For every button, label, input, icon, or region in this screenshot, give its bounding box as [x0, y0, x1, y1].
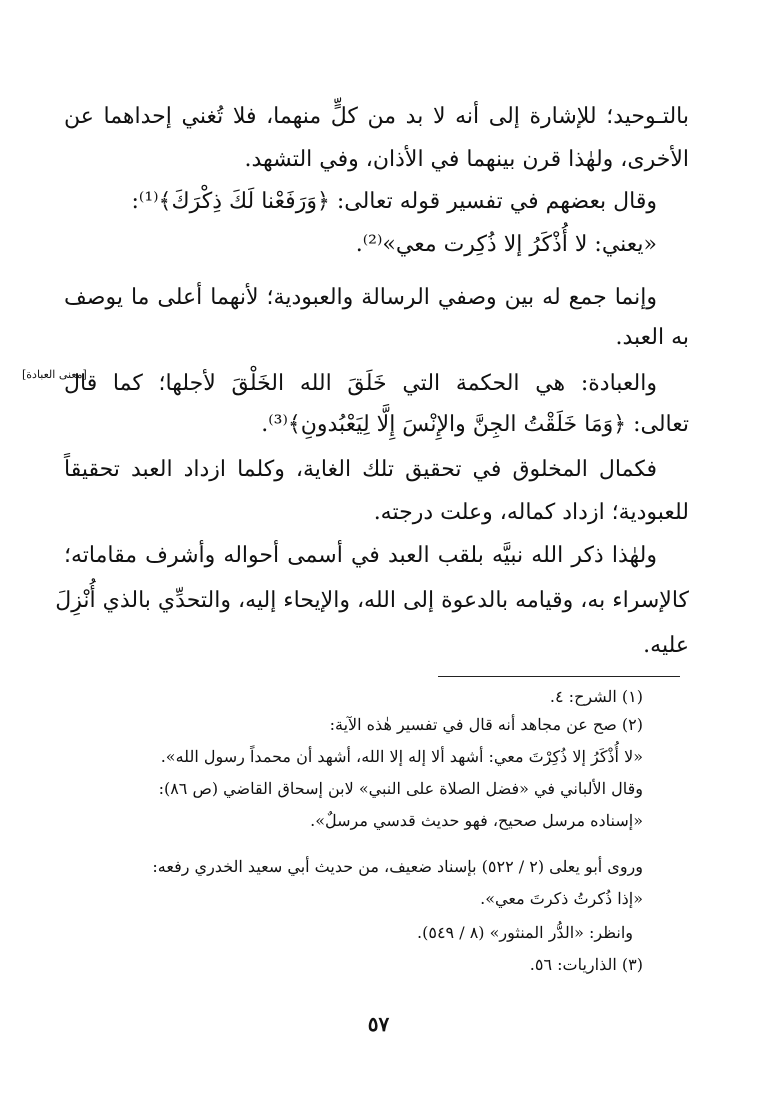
footnote-divider [438, 676, 680, 677]
footnote-line-2: (٢) صح عن مجاهد أنه قال في تفسير هٰذه الآية: [329, 715, 643, 734]
margin-note: [معنى العبادة] [22, 368, 87, 381]
footnote-line-6: وروى أبو يعلى (٢ / ٥٢٢) بإسناد ضعيف، من حديث أبي سعيد الخدري رفعه: [152, 857, 643, 876]
footnote-line-3: «لا أُذْكَرُ إلا ذُكِرْتَ معي: أشهد ألا إله إلا الله، أشهد أن محمداً رسول الله». [160, 747, 643, 766]
body-line-5: وإنما جمع له بين وصفي الرسالة والعبودية؛ لأنهما أعلى ما يوصف [64, 285, 657, 310]
page-number: ٥٧ [367, 1012, 390, 1036]
body-line-12: كالإسراء به، وقيامه بالدعوة إلى الله، والإيحاء إليه، والتحدِّي بالذي أُنْزِلَ [55, 588, 689, 613]
body-line-10: للعبودية؛ ازداد كماله، وعلت درجته. [373, 500, 689, 525]
footnote-line-9: (٣) الذاريات: ٥٦. [529, 955, 643, 974]
body-line-4: «يعني: لا أُذْكَرُ إلا ذُكِرت معي»⁽²⁾. [355, 232, 657, 257]
body-line-8: تعالى: ﴿وَمَا خَلَقْتُ الجِنَّ والإِنْسَ إِلَّا لِيَعْبُدونِ﴾⁽³⁾. [261, 412, 689, 437]
footnote-line-5: «إسناده مرسل صحيح، فهو حديث قدسي مرسلٌ». [310, 811, 643, 830]
footnote-line-1: (١) الشرح: ٤. [549, 687, 643, 706]
body-line-2: الأخرى، ولهٰذا قرن بينهما في الأذان، وفي التشهد. [244, 147, 689, 172]
body-line-9: فكمال المخلوق في تحقيق تلك الغاية، وكلما ازداد العبد تحقيقاً [64, 457, 657, 482]
body-line-1: بالتـوحيد؛ للإشارة إلى أنه لا بد من كلٍّ منهما، فلا تُغني إحداهما عن [64, 104, 689, 129]
footnote-line-7: «إذا ذُكرتُ ذكرتَ معي». [480, 889, 643, 908]
body-line-3: وقال بعضهم في تفسير قوله تعالى: ﴿وَرَفَعْنا لَكَ ذِكْرَكَ﴾⁽¹⁾: [131, 189, 657, 214]
body-line-7: والعبادة: هي الحكمة التي خَلَقَ الله الخَلْقَ لأجلها؛ كما قال [64, 371, 657, 396]
footnote-line-4: وقال الألباني في «فضل الصلاة على النبي» لابن إسحاق القاضي (ص ٨٦): [158, 779, 643, 798]
body-line-6: به العبد. [615, 325, 689, 350]
body-line-13: عليه. [643, 633, 689, 658]
footnote-line-8: وانظر: «الدُّر المنثور» (٨ / ٥٤٩). [417, 923, 633, 942]
body-line-11: ولهٰذا ذكر الله نبيَّه بلقب العبد في أسمى أحواله وأشرف مقاماته؛ [64, 543, 657, 568]
